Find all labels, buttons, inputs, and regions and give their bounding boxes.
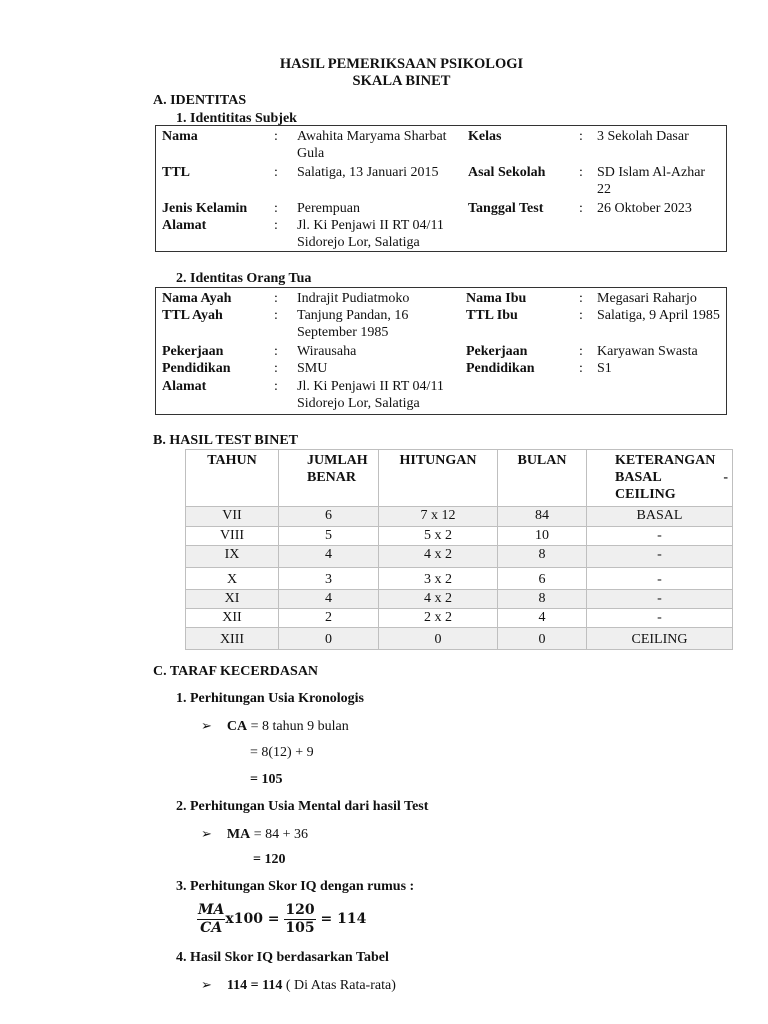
alamat-ortu-value: Jl. Ki Penjawi II RT 04/11 Sidorejo Lor, Salatiga — [297, 379, 444, 411]
ma-line — [201, 825, 308, 843]
ma-result: = 120 — [253, 852, 286, 867]
ma-label: MA — [226, 827, 251, 842]
alamat-ortu-label: Alamat — [162, 379, 207, 394]
header-dash-text: - — [723, 470, 728, 485]
nama-ayah-value: Indrajit Pudiatmoko — [297, 291, 410, 306]
colon: : — [274, 218, 278, 233]
cell-keterangan: - — [587, 609, 733, 628]
iq-formula — [197, 902, 366, 937]
parent-identity-subheading: 2. Identitas Orang Tua — [176, 271, 312, 286]
binet-results-table — [185, 449, 733, 650]
cell-hitungan: 0 — [379, 628, 498, 650]
cell-tahun: XII — [186, 609, 279, 628]
cell-bulan: 84 — [498, 507, 587, 527]
asal-sekolah-label: Asal Sekolah — [468, 165, 546, 180]
ca-value: = 8 tahun 9 bulan — [247, 719, 349, 734]
header-bulan: BULAN — [498, 450, 587, 507]
alamat-value: Jl. Ki Penjawi II RT 04/11 Sidorejo Lor, Salatiga — [297, 218, 444, 250]
cell-hitungan: 5 x 2 — [379, 527, 498, 546]
nama-ibu-label: Nama Ibu — [466, 291, 527, 306]
section-c-heading: C. TARAF KECERDASAN — [153, 664, 319, 679]
arrow-bullet-icon: ➢ — [201, 826, 212, 841]
header-basal-text: BASAL — [615, 470, 662, 485]
iq-result-line — [201, 976, 396, 994]
header-keterangan-line2 — [615, 469, 728, 486]
colon: : — [274, 129, 278, 144]
header-keterangan — [587, 450, 733, 507]
cell-keterangan: CEILING — [587, 628, 733, 650]
item-1-heading: 1. Perhitungan Usia Kronologis — [176, 691, 364, 706]
colon: : — [274, 165, 278, 180]
formula-result: = 114 — [320, 911, 367, 927]
table-row — [186, 507, 733, 527]
alamat-label: Alamat — [162, 218, 207, 233]
table-row — [186, 527, 733, 546]
cell-bulan: 8 — [498, 546, 587, 568]
header-jumlah-line2: BENAR — [307, 470, 357, 485]
table-row — [186, 546, 733, 568]
document-title-line1: HASIL PEMERIKSAAN PSIKOLOGI — [279, 56, 524, 72]
colon: : — [579, 129, 583, 144]
document-title-line2: SKALA BINET — [352, 73, 451, 89]
cell-hitungan: 7 x 12 — [379, 507, 498, 527]
ttl-ayah-label: TTL Ayah — [162, 308, 223, 323]
cell-jumlah: 2 — [279, 609, 379, 628]
ca-line-2: = 8(12) + 9 — [250, 745, 314, 760]
ttl-ibu-label: TTL Ibu — [466, 308, 518, 323]
nama-value: Awahita Maryama Sharbat Gula — [297, 129, 447, 161]
header-keterangan-line3: CEILING — [615, 487, 676, 502]
colon: : — [579, 291, 583, 306]
colon: : — [274, 361, 278, 376]
iq-category: ( Di Atas Rata-rata) — [282, 978, 396, 993]
cell-tahun: XI — [186, 590, 279, 609]
ttl-ayah-value: Tanjung Pandan, 16 September 1985 — [297, 308, 409, 340]
pendidikan-ayah-value: SMU — [297, 361, 328, 376]
nama-ayah-label: Nama Ayah — [162, 291, 232, 306]
cell-jumlah: 0 — [279, 628, 379, 650]
cell-bulan: 8 — [498, 590, 587, 609]
table-row — [186, 590, 733, 609]
fraction-ma-ca — [197, 902, 225, 937]
colon: : — [274, 291, 278, 306]
pekerjaan-ibu-value: Karyawan Swasta — [597, 344, 698, 359]
ca-line — [201, 717, 349, 735]
item-3-heading: 3. Perhitungan Skor IQ dengan rumus : — [176, 879, 415, 894]
tanggal-test-label: Tanggal Test — [468, 201, 544, 216]
ttl-label: TTL — [162, 165, 191, 180]
ca-result: = 105 — [250, 772, 283, 787]
cell-keterangan: - — [587, 568, 733, 590]
kelas-label: Kelas — [468, 129, 502, 144]
formula-multiplier: x100 = — [225, 911, 280, 927]
cell-tahun: XIII — [186, 628, 279, 650]
header-keterangan-line1: KETERANGAN — [615, 453, 716, 468]
parent-identity-box — [155, 287, 727, 415]
item-4-heading: 4. Hasil Skor IQ berdasarkan Tabel — [176, 950, 389, 965]
colon: : — [579, 308, 583, 323]
cell-hitungan: 2 x 2 — [379, 609, 498, 628]
table-row — [186, 609, 733, 628]
pendidikan-ayah-label: Pendidikan — [162, 361, 231, 376]
cell-bulan: 0 — [498, 628, 587, 650]
header-tahun: TAHUN — [186, 450, 279, 507]
fraction-denominator-105: 105 — [285, 920, 315, 936]
asal-sekolah-value: SD Islam Al-Azhar 22 — [597, 165, 706, 197]
nama-ibu-value: Megasari Raharjo — [597, 291, 697, 306]
table-row — [186, 568, 733, 590]
cell-bulan: 4 — [498, 609, 587, 628]
cell-tahun: X — [186, 568, 279, 590]
cell-tahun: VII — [186, 507, 279, 527]
fraction-numerator-120: 120 — [285, 902, 315, 918]
colon: : — [274, 379, 278, 394]
nama-label: Nama — [162, 129, 198, 144]
arrow-bullet-icon: ➢ — [201, 977, 212, 992]
cell-keterangan: - — [587, 590, 733, 609]
header-hitungan: HITUNGAN — [379, 450, 498, 507]
colon: : — [274, 201, 278, 216]
item-2-heading: 2. Perhitungan Usia Mental dari hasil Test — [176, 799, 429, 814]
cell-jumlah: 4 — [279, 546, 379, 568]
cell-tahun: VIII — [186, 527, 279, 546]
table-header-row — [186, 450, 733, 507]
colon: : — [579, 201, 583, 216]
cell-tahun: IX — [186, 546, 279, 568]
pekerjaan-ayah-label: Pekerjaan — [162, 344, 224, 359]
colon: : — [274, 344, 278, 359]
table-row — [186, 628, 733, 650]
section-b-heading: B. HASIL TEST BINET — [153, 433, 299, 448]
ma-value: = 84 + 36 — [250, 827, 309, 842]
colon: : — [579, 165, 583, 180]
pekerjaan-ayah-value: Wirausaha — [297, 344, 357, 359]
subject-identity-subheading: 1. Identititas Subjek — [176, 111, 297, 126]
arrow-bullet-icon: ➢ — [201, 718, 212, 733]
cell-jumlah: 6 — [279, 507, 379, 527]
header-jumlah-line1: JUMLAH — [307, 453, 368, 468]
cell-hitungan: 4 x 2 — [379, 546, 498, 568]
iq-score: 114 = 114 — [226, 978, 283, 993]
header-jumlah-benar — [279, 450, 379, 507]
ca-label: CA — [226, 719, 248, 734]
colon: : — [274, 308, 278, 323]
kelas-value: 3 Sekolah Dasar — [597, 129, 689, 144]
fraction-numerator-ma: MA — [198, 902, 225, 918]
fraction-denominator-ca: CA — [200, 920, 223, 936]
subject-identity-box — [155, 125, 727, 252]
cell-keterangan: - — [587, 546, 733, 568]
colon: : — [579, 344, 583, 359]
section-a-heading: A. IDENTITAS — [153, 93, 247, 108]
tanggal-test-value: 26 Oktober 2023 — [597, 201, 692, 216]
ttl-ibu-value: Salatiga, 9 April 1985 — [597, 308, 720, 323]
cell-jumlah: 4 — [279, 590, 379, 609]
cell-bulan: 6 — [498, 568, 587, 590]
pendidikan-ibu-label: Pendidikan — [466, 361, 535, 376]
jenis-kelamin-value: Perempuan — [297, 201, 360, 216]
cell-keterangan: BASAL — [587, 507, 733, 527]
fraction-120-105 — [284, 902, 315, 937]
ttl-value: Salatiga, 13 Januari 2015 — [297, 165, 439, 180]
pendidikan-ibu-value: S1 — [597, 361, 612, 376]
cell-bulan: 10 — [498, 527, 587, 546]
cell-keterangan: - — [587, 527, 733, 546]
pekerjaan-ibu-label: Pekerjaan — [466, 344, 528, 359]
cell-hitungan: 4 x 2 — [379, 590, 498, 609]
colon: : — [579, 361, 583, 376]
cell-jumlah: 5 — [279, 527, 379, 546]
cell-hitungan: 3 x 2 — [379, 568, 498, 590]
jenis-kelamin-label: Jenis Kelamin — [162, 201, 248, 216]
cell-jumlah: 3 — [279, 568, 379, 590]
